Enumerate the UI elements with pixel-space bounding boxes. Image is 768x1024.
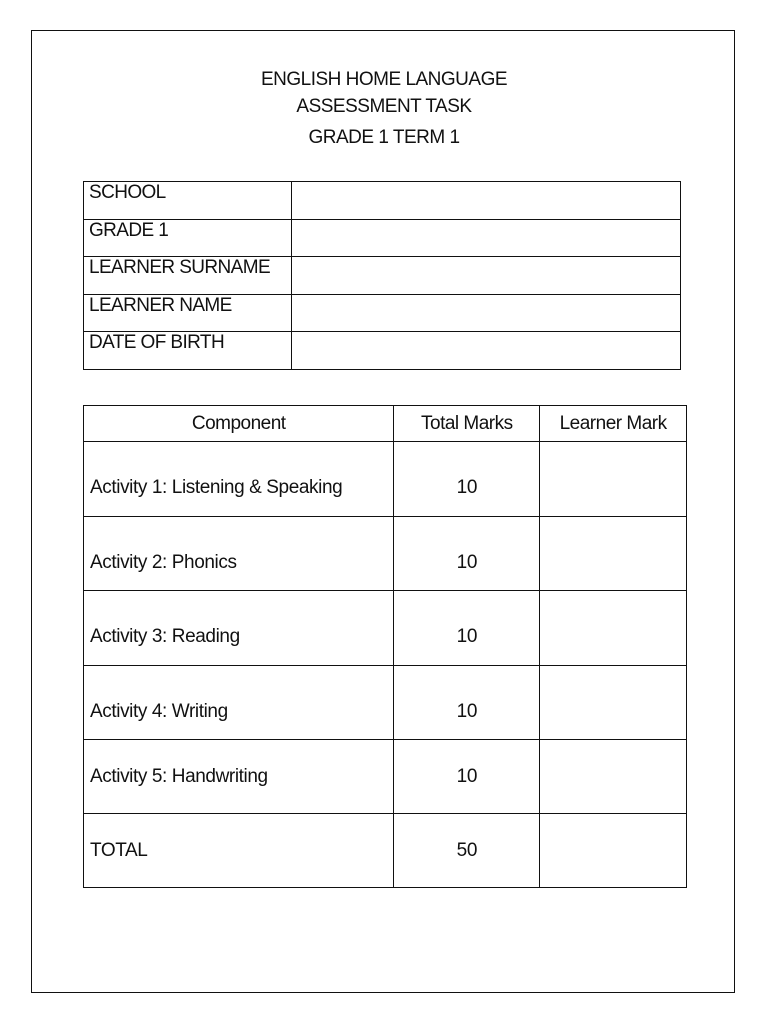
column-header-component: Component <box>84 406 394 442</box>
document-header <box>0 66 768 151</box>
info-label: GRADE 1 <box>84 219 292 257</box>
table-row <box>84 591 687 666</box>
table-row <box>84 666 687 740</box>
learner-mark-cell[interactable] <box>540 517 687 591</box>
total-marks-cell: 10 <box>394 740 540 814</box>
learner-surname-field[interactable] <box>291 257 680 295</box>
total-marks-cell: 10 <box>394 517 540 591</box>
learner-mark-cell[interactable] <box>540 591 687 666</box>
info-row <box>84 182 681 220</box>
grand-total-cell: 50 <box>394 814 540 888</box>
info-row <box>84 332 681 370</box>
table-row <box>84 740 687 814</box>
column-header-total-marks: Total Marks <box>394 406 540 442</box>
learner-mark-cell[interactable] <box>540 442 687 517</box>
info-label: DATE OF BIRTH <box>84 332 292 370</box>
learner-mark-cell[interactable] <box>540 666 687 740</box>
marks-table <box>83 405 687 888</box>
marks-header-row <box>84 406 687 442</box>
total-label-cell: TOTAL <box>84 814 394 888</box>
table-row <box>84 517 687 591</box>
school-field[interactable] <box>291 182 680 220</box>
total-row <box>84 814 687 888</box>
component-cell: Activity 2: Phonics <box>84 517 394 591</box>
header-subject: ENGLISH HOME LANGUAGE <box>260 69 508 90</box>
learner-name-field[interactable] <box>291 294 680 332</box>
column-header-learner-mark: Learner Mark <box>540 406 687 442</box>
total-marks-cell: 10 <box>394 666 540 740</box>
header-task: ASSESSMENT TASK <box>296 96 472 117</box>
component-cell: Activity 5: Handwriting <box>84 740 394 814</box>
info-row <box>84 294 681 332</box>
info-label: SCHOOL <box>84 182 292 220</box>
component-cell: Activity 3: Reading <box>84 591 394 666</box>
grade-field[interactable] <box>291 219 680 257</box>
learner-mark-cell[interactable] <box>540 740 687 814</box>
info-row <box>84 219 681 257</box>
component-cell: Activity 4: Writing <box>84 666 394 740</box>
date-of-birth-field[interactable] <box>291 332 680 370</box>
learner-info-table <box>83 181 681 370</box>
component-cell: Activity 1: Listening & Speaking <box>84 442 394 517</box>
total-marks-cell: 10 <box>394 591 540 666</box>
header-grade-term: GRADE 1 TERM 1 <box>308 127 460 148</box>
info-label: LEARNER SURNAME <box>84 257 292 295</box>
total-marks-cell: 10 <box>394 442 540 517</box>
table-row <box>84 442 687 517</box>
info-row <box>84 257 681 295</box>
info-label: LEARNER NAME <box>84 294 292 332</box>
learner-total-cell[interactable] <box>540 814 687 888</box>
